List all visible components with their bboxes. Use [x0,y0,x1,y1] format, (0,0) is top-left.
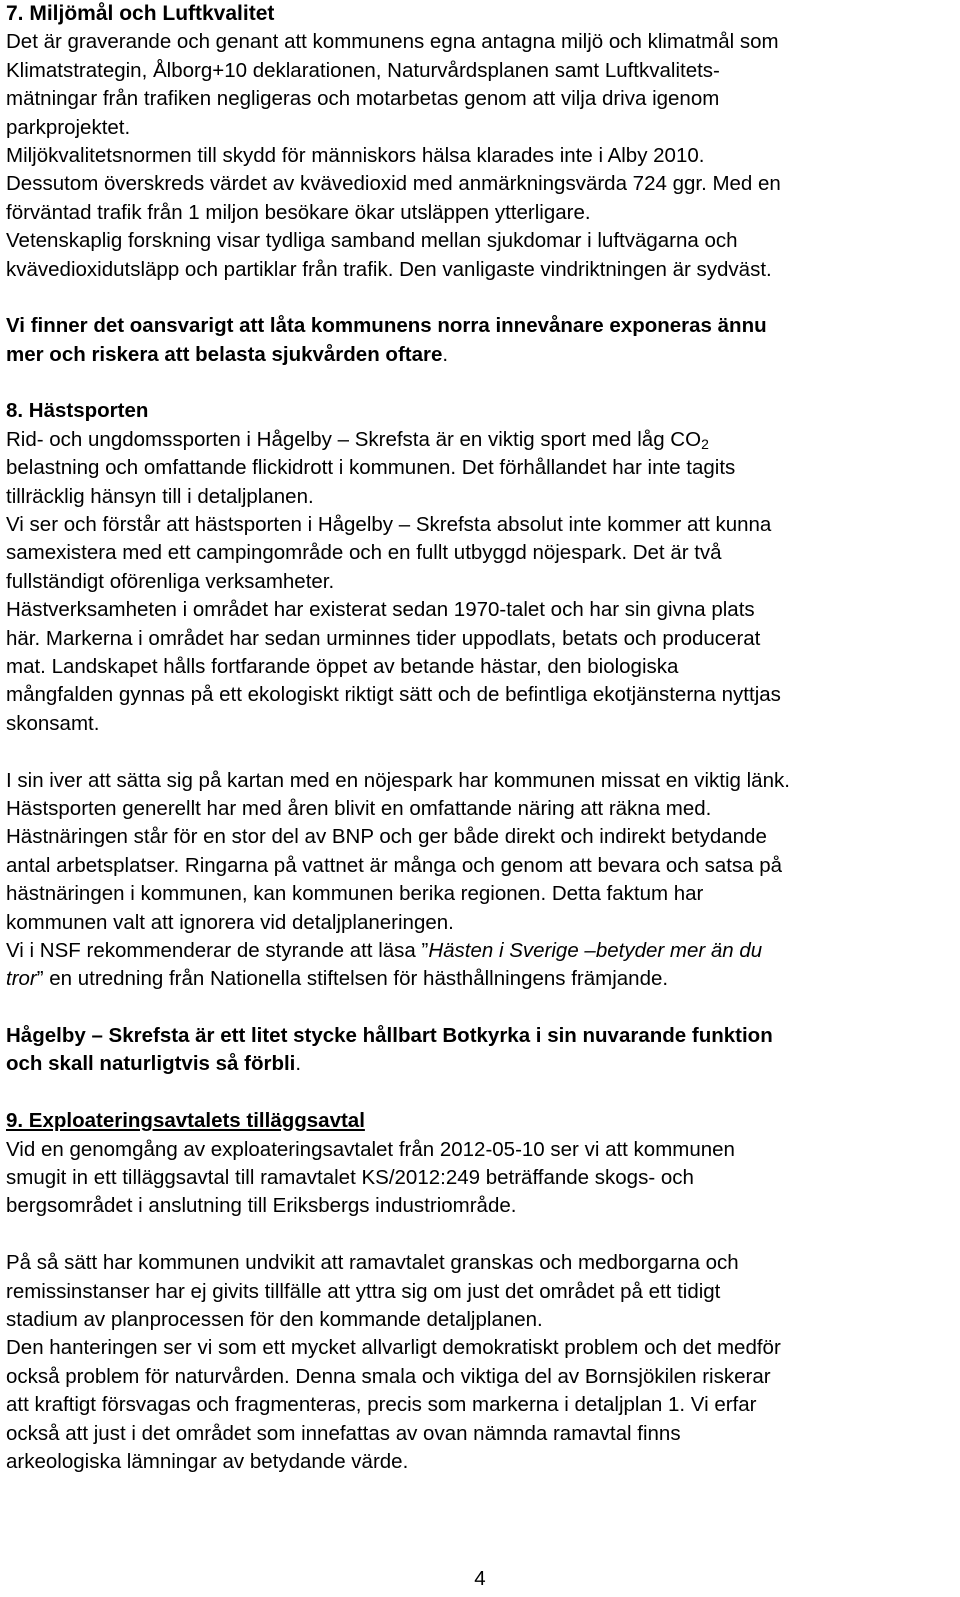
text-line: mångfalden gynnas på ett ekologiskt riktigt sätt och de befintliga ekotjänsterna nyttjas [6,683,781,707]
text-line: hästnäringen i kommunen, kan kommunen berika regionen. Detta faktum har [6,882,704,906]
text-line: mat. Landskapet hålls fortfarande öppet av betande hästar, den biologiska [6,654,679,678]
bold-text-line: och skall naturligtvis så förbli [6,1052,296,1076]
section-7-heading: 7. Miljömål och Luftkvalitet [6,2,275,25]
text-fragment: Vi i NSF rekommenderar de styrande att läsa ” [6,938,429,962]
section-8-body-2 [6,767,954,994]
italic-title: Hästen i Sverige –betyder mer än du [428,938,763,962]
text-line: tillräcklig hänsyn till i detaljplanen. [6,484,314,508]
document-page [6,0,954,1590]
text-line: Vi ser och förstår att hästsporten i Hågelby – Skrefsta absolut inte kommer att kunna [6,513,772,537]
text-line: Klimatstrategin, Ålborg+10 deklarationen, Naturvårdsplanen samt Luftkvalitets- [6,58,720,82]
text-line: Den hanteringen ser vi som ett mycket allvarligt demokratiskt problem och det medför [6,1336,781,1360]
text-line: antal arbetsplatser. Ringarna på vattnet är många och genom att bevara och satsa på [6,853,783,877]
text-line: också problem för naturvården. Denna smala och viktiga del av Bornsjökilen riskerar [6,1364,771,1388]
text-line: samexistera med ett campingområde och en fullt utbyggd nöjespark. Det är två [6,541,722,565]
text-line: Dessutom överskreds värdet av kvävedioxid med anmärkningsvärda 724 ggr. Med en [6,172,781,196]
text-line: kvävedioxidutsläpp och partiklar från trafik. Den vanligaste vindriktningen är sydväst. [6,257,772,281]
subscript: 2 [701,435,709,452]
text-line: parkprojektet. [6,115,131,139]
section-7-conclusion [6,312,954,369]
italic-title: tror [6,967,37,991]
text-line: remissinstanser har ej givits tillfälle att yttra sig om just det området på ett tidigt [6,1279,721,1303]
text-line: fullständigt oförenliga verksamheter. [6,569,335,593]
bold-text-line: Hågelby – Skrefsta är ett litet stycke hållbart Botkyrka i sin nuvarande funktion [6,1024,773,1048]
text-line: här. Markerna i området har sedan urminnes tider uppodlats, betats och producerat [6,626,761,650]
text-line: Det är graverande och genant att kommunens egna antagna miljö och klimatmål som [6,30,779,54]
text-line: mätningar från trafiken negligeras och motarbetas genom att vilja driva igenom [6,87,720,111]
section-9-body-2 [6,1249,954,1476]
section-9-body [6,1136,954,1221]
text-line: Hästnäringen står för en stor del av BNP och ger både direkt och indirekt betydande [6,825,767,849]
paragraph-gap [6,284,954,312]
page-number: 4 [474,1567,486,1590]
text-line: bergsområdet i anslutning till Eriksbergs industriområde. [6,1194,517,1218]
bold-text-line: Vi finner det oansvarigt att låta kommunens norra innevånare exponeras ännu [6,314,767,338]
text-fragment: ” en utredning från Nationella stiftelsen för hästhållningens främjande. [36,967,669,991]
text-line: Hästsporten generellt har med åren blivit en omfattande näring att räkna med. [6,796,712,820]
text-line: Vid en genomgång av exploateringsavtalet från 2012-05-10 ser vi att kommunen [6,1137,735,1161]
text-line: Vetenskaplig forskning visar tydliga samband mellan sjukdomar i luftvägarna och [6,229,738,253]
paragraph-gap [6,1221,954,1249]
text-line: att kraftigt försvagas och fragmenteras, precis som markerna i detaljplan 1. Vi erfar [6,1393,757,1417]
section-8-conclusion [6,1022,954,1079]
text-line: förväntad trafik från 1 miljon besökare ökar utsläppen ytterligare. [6,200,591,224]
section-8-body [6,426,954,738]
paragraph-gap [6,738,954,766]
text-line: skonsamt. [6,711,100,735]
paragraph-gap [6,369,954,397]
section-7-body [6,28,954,284]
text-line: smugit in ett tilläggsavtal till ramavtalet KS/2012:249 beträffande skogs- och [6,1166,694,1190]
text-line: Rid- och ungdomssporten i Hågelby – Skrefsta är en viktig sport med låg CO [6,427,702,451]
bold-text-line: mer och riskera att belasta sjukvården oftare [6,342,443,366]
punctuation: . [442,342,449,366]
section-9-heading: 9. Exploateringsavtalets tilläggsavtal [6,1109,365,1133]
text-line: I sin iver att sätta sig på kartan med en nöjespark har kommunen missat en viktig länk. [6,768,790,792]
text-line: stadium av planprocessen för den kommande detaljplanen. [6,1307,543,1331]
text-line: arkeologiska lämningar av betydande värde. [6,1449,409,1473]
paragraph-gap [6,994,954,1022]
text-line: kommunen valt att ignorera vid detaljplaneringen. [6,910,454,934]
paragraph-gap [6,1079,954,1107]
text-line: också att just i det området som innefattas av ovan nämnda ramavtal finns [6,1421,681,1445]
text-line: Hästverksamheten i området har existerat sedan 1970-talet och har sin givna plats [6,598,755,622]
text-line: belastning och omfattande flickidrott i kommunen. Det förhållandet har inte tagits [6,456,736,480]
text-line: På så sätt har kommunen undvikit att ramavtalet granskas och medborgarna och [6,1251,739,1275]
punctuation: . [295,1052,302,1076]
section-8-heading: 8. Hästsporten [6,399,149,423]
text-line: Miljökvalitetsnormen till skydd för människors hälsa klarades inte i Alby 2010. [6,143,705,167]
